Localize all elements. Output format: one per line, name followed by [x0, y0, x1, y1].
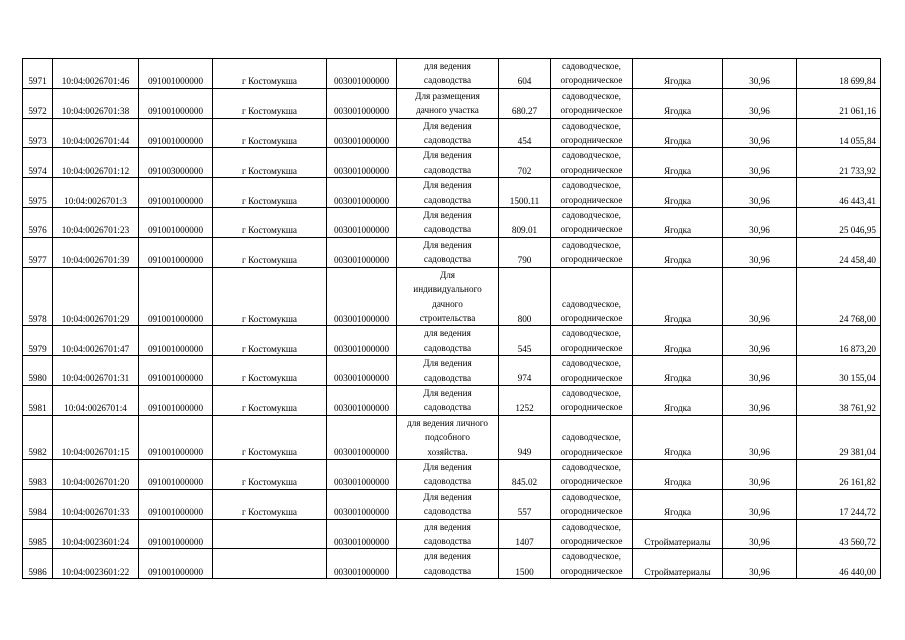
cadastral-value-cell: 26 161,82: [797, 459, 881, 489]
specific-value-cell: 30,96: [723, 59, 797, 89]
association-name-cell: Стройматериалы: [633, 549, 723, 579]
row-number-cell: 5986: [23, 549, 53, 579]
table-row: [23, 178, 881, 208]
cadastral-value-cell: 24 458,40: [797, 237, 881, 267]
land-category-line: огородническое: [560, 476, 623, 487]
specific-value-cell: 30,96: [723, 356, 797, 386]
area-cell: 1407: [499, 519, 551, 549]
permitted-use-line: для ведения: [424, 551, 471, 562]
territory-code-cell: 003001000000: [327, 208, 397, 238]
permitted-use-line: хозяйства.: [427, 446, 468, 457]
land-category-cell: [551, 489, 633, 519]
settlement-cell: [213, 549, 327, 579]
okato-code-cell: 091001000000: [139, 549, 213, 579]
table-row: [23, 267, 881, 326]
permitted-use-cell: [397, 178, 499, 208]
settlement-cell: г Костомукша: [213, 88, 327, 118]
area-cell: 790: [499, 237, 551, 267]
land-category-cell: [551, 208, 633, 238]
land-category-line: огородническое: [560, 372, 623, 383]
permitted-use-cell: [397, 415, 499, 459]
permitted-use-line: Для ведения: [423, 461, 472, 472]
specific-value-cell: 30,96: [723, 208, 797, 238]
table-row: [23, 118, 881, 148]
area-cell: 949: [499, 415, 551, 459]
specific-value-cell: 30,96: [723, 326, 797, 356]
okato-code-cell: 091001000000: [139, 88, 213, 118]
table-row: [23, 208, 881, 238]
cadastral-value-cell: 16 873,20: [797, 326, 881, 356]
cadastral-value-cell: 21 733,92: [797, 148, 881, 178]
cadastral-value-cell: 21 061,16: [797, 88, 881, 118]
settlement-cell: [213, 519, 327, 549]
land-category-line: огородническое: [560, 312, 623, 323]
land-category-line: садоводческое,: [562, 150, 621, 161]
territory-code-cell: 003001000000: [327, 267, 397, 326]
table-body: [23, 59, 881, 579]
association-name-cell: Ягодка: [633, 326, 723, 356]
row-number-cell: 5981: [23, 385, 53, 415]
land-category-line: садоводческое,: [562, 328, 621, 339]
area-cell: 1500: [499, 549, 551, 579]
table-row: [23, 148, 881, 178]
permitted-use-cell: [397, 148, 499, 178]
land-category-cell: [551, 459, 633, 489]
territory-code-cell: 003001000000: [327, 356, 397, 386]
cadastral-value-cell: 29 381,04: [797, 415, 881, 459]
territory-code-cell: 003001000000: [327, 415, 397, 459]
land-category-line: огородническое: [560, 536, 623, 546]
permitted-use-line: Для ведения: [423, 239, 472, 250]
permitted-use-line: садоводства: [423, 565, 472, 576]
cadastral-number-cell: 10:04:0026701:31: [53, 356, 139, 386]
row-number-cell: 5971: [23, 59, 53, 89]
permitted-use-line: садоводства: [423, 135, 472, 146]
specific-value-cell: 30,96: [723, 237, 797, 267]
permitted-use-cell: [397, 267, 499, 326]
okato-code-cell: 091001000000: [139, 415, 213, 459]
settlement-cell: г Костомукша: [213, 148, 327, 178]
land-category-line: огородническое: [560, 75, 623, 86]
table-row: [23, 356, 881, 386]
area-cell: 845.02: [499, 459, 551, 489]
land-category-cell: [551, 356, 633, 386]
permitted-use-line: Для ведения: [423, 387, 472, 398]
association-name-cell: Ягодка: [633, 237, 723, 267]
territory-code-cell: 003001000000: [327, 385, 397, 415]
specific-value-cell: 30,96: [723, 549, 797, 579]
specific-value-cell: 30,96: [723, 148, 797, 178]
table-row: [23, 459, 881, 489]
row-number-cell: 5979: [23, 326, 53, 356]
land-category-line: огородническое: [560, 342, 623, 353]
territory-code-cell: 003001000000: [327, 459, 397, 489]
association-name-cell: Ягодка: [633, 385, 723, 415]
permitted-use-line: индивидуального: [413, 284, 482, 295]
cadastral-value-cell: 14 055,84: [797, 118, 881, 148]
okato-code-cell: 091001000000: [139, 489, 213, 519]
territory-code-cell: 003001000000: [327, 59, 397, 89]
cadastral-number-cell: 10:04:0026701:4: [53, 385, 139, 415]
okato-code-cell: 091001000000: [139, 385, 213, 415]
land-category-line: садоводческое,: [562, 210, 621, 221]
cadastral-value-cell: 24 768,00: [797, 267, 881, 326]
row-number-cell: 5983: [23, 459, 53, 489]
cadastral-number-cell: 10:04:0026701:33: [53, 489, 139, 519]
permitted-use-line: Для ведения: [423, 180, 472, 191]
association-name-cell: Ягодка: [633, 59, 723, 89]
specific-value-cell: 30,96: [723, 459, 797, 489]
area-cell: 702: [499, 148, 551, 178]
settlement-cell: г Костомукша: [213, 237, 327, 267]
area-cell: 545: [499, 326, 551, 356]
land-category-line: огородническое: [560, 402, 623, 413]
settlement-cell: г Костомукша: [213, 489, 327, 519]
settlement-cell: г Костомукша: [213, 459, 327, 489]
settlement-cell: г Костомукша: [213, 415, 327, 459]
land-category-cell: [551, 519, 633, 549]
area-cell: 809.01: [499, 208, 551, 238]
land-category-line: садоводческое,: [562, 461, 621, 472]
association-name-cell: Ягодка: [633, 459, 723, 489]
land-category-line: огородническое: [560, 194, 623, 205]
permitted-use-line: Для ведения: [423, 491, 472, 502]
row-number-cell: 5980: [23, 356, 53, 386]
permitted-use-line: для ведения: [424, 521, 471, 532]
permitted-use-line: садоводства: [423, 194, 472, 205]
cadastral-number-cell: 10:04:0026701:39: [53, 237, 139, 267]
okato-code-cell: 091003000000: [139, 148, 213, 178]
specific-value-cell: 30,96: [723, 519, 797, 549]
cadastral-number-cell: 10:04:0023601:22: [53, 549, 139, 579]
land-category-cell: [551, 178, 633, 208]
settlement-cell: г Костомукша: [213, 356, 327, 386]
land-category-line: огородническое: [560, 565, 623, 576]
land-category-cell: [551, 148, 633, 178]
permitted-use-cell: [397, 385, 499, 415]
permitted-use-cell: [397, 549, 499, 579]
area-cell: 800: [499, 267, 551, 326]
permitted-use-line: садоводства: [423, 536, 472, 546]
land-category-line: садоводческое,: [562, 180, 621, 191]
permitted-use-cell: [397, 356, 499, 386]
cadastral-value-cell: 46 440,00: [797, 549, 881, 579]
settlement-cell: г Костомукша: [213, 267, 327, 326]
land-category-line: садоводческое,: [562, 521, 621, 532]
specific-value-cell: 30,96: [723, 489, 797, 519]
permitted-use-cell: [397, 519, 499, 549]
land-category-line: садоводческое,: [562, 432, 621, 443]
cadastral-number-cell: 10:04:0026701:23: [53, 208, 139, 238]
permitted-use-cell: [397, 208, 499, 238]
row-number-cell: 5977: [23, 237, 53, 267]
table-row: [23, 326, 881, 356]
land-category-line: садоводческое,: [562, 387, 621, 398]
settlement-cell: г Костомукша: [213, 385, 327, 415]
permitted-use-line: Для ведения: [423, 358, 472, 369]
area-cell: 680.27: [499, 88, 551, 118]
land-category-line: садоводческое,: [562, 239, 621, 250]
land-category-line: садоводческое,: [562, 551, 621, 562]
area-cell: 974: [499, 356, 551, 386]
area-cell: 454: [499, 118, 551, 148]
cadastral-value-cell: 17 244,72: [797, 489, 881, 519]
land-category-cell: [551, 267, 633, 326]
area-cell: 604: [499, 59, 551, 89]
row-number-cell: 5976: [23, 208, 53, 238]
permitted-use-line: садоводства: [423, 224, 472, 235]
row-number-cell: 5982: [23, 415, 53, 459]
cadastral-number-cell: 10:04:0026701:47: [53, 326, 139, 356]
land-category-cell: [551, 88, 633, 118]
permitted-use-cell: [397, 88, 499, 118]
area-cell: 1500.11: [499, 178, 551, 208]
okato-code-cell: 091001000000: [139, 519, 213, 549]
permitted-use-line: Для ведения: [423, 150, 472, 161]
permitted-use-line: дачного: [432, 298, 463, 309]
okato-code-cell: 091001000000: [139, 208, 213, 238]
land-category-cell: [551, 237, 633, 267]
permitted-use-line: для ведения: [424, 328, 471, 339]
territory-code-cell: 003001000000: [327, 519, 397, 549]
settlement-cell: г Костомукша: [213, 326, 327, 356]
cadastral-number-cell: 10:04:0026701:29: [53, 267, 139, 326]
land-category-line: огородническое: [560, 135, 623, 146]
permitted-use-line: строительства: [419, 312, 476, 323]
area-cell: 1252: [499, 385, 551, 415]
association-name-cell: Стройматериалы: [633, 519, 723, 549]
settlement-cell: г Костомукша: [213, 118, 327, 148]
permitted-use-line: Для ведения: [423, 210, 472, 221]
cadastral-number-cell: 10:04:0026701:44: [53, 118, 139, 148]
permitted-use-line: садоводства: [423, 164, 472, 175]
permitted-use-line: для ведения: [424, 61, 471, 71]
land-category-cell: [551, 415, 633, 459]
permitted-use-cell: [397, 326, 499, 356]
table-row: [23, 415, 881, 459]
cadastral-number-cell: 10:04:0026701:3: [53, 178, 139, 208]
permitted-use-line: Для ведения: [423, 120, 472, 131]
specific-value-cell: 30,96: [723, 118, 797, 148]
cadastral-number-cell: 10:04:0023601:24: [53, 519, 139, 549]
land-category-line: огородническое: [560, 224, 623, 235]
association-name-cell: Ягодка: [633, 356, 723, 386]
permitted-use-line: Для размещения: [415, 90, 480, 101]
land-category-line: садоводческое,: [562, 491, 621, 502]
land-category-line: садоводческое,: [562, 61, 621, 71]
cadastral-number-cell: 10:04:0026701:15: [53, 415, 139, 459]
permitted-use-cell: [397, 459, 499, 489]
association-name-cell: Ягодка: [633, 415, 723, 459]
table-row: [23, 59, 881, 89]
cadastral-number-cell: 10:04:0026701:38: [53, 88, 139, 118]
cadastral-number-cell: 10:04:0026701:12: [53, 148, 139, 178]
land-category-cell: [551, 326, 633, 356]
row-number-cell: 5984: [23, 489, 53, 519]
land-category-cell: [551, 118, 633, 148]
permitted-use-line: дачного участка: [416, 105, 479, 116]
table-row: [23, 385, 881, 415]
land-category-line: огородническое: [560, 506, 623, 517]
permitted-use-cell: [397, 489, 499, 519]
row-number-cell: 5975: [23, 178, 53, 208]
okato-code-cell: 091001000000: [139, 459, 213, 489]
permitted-use-line: садоводства: [423, 372, 472, 383]
cadastral-value-cell: 38 761,92: [797, 385, 881, 415]
settlement-cell: г Костомукша: [213, 208, 327, 238]
permitted-use-line: для ведения личного: [407, 417, 488, 428]
association-name-cell: Ягодка: [633, 118, 723, 148]
specific-value-cell: 30,96: [723, 385, 797, 415]
okato-code-cell: 091001000000: [139, 356, 213, 386]
okato-code-cell: 091001000000: [139, 326, 213, 356]
permitted-use-cell: [397, 237, 499, 267]
territory-code-cell: 003001000000: [327, 88, 397, 118]
cadastral-value-cell: 25 046,95: [797, 208, 881, 238]
table-row: [23, 489, 881, 519]
okato-code-cell: 091001000000: [139, 237, 213, 267]
territory-code-cell: 003001000000: [327, 237, 397, 267]
land-category-line: садоводческое,: [562, 90, 621, 101]
association-name-cell: Ягодка: [633, 208, 723, 238]
land-category-cell: [551, 385, 633, 415]
settlement-cell: г Костомукша: [213, 59, 327, 89]
table-row: [23, 519, 881, 549]
permitted-use-line: садоводства: [423, 476, 472, 487]
association-name-cell: Ягодка: [633, 178, 723, 208]
land-category-line: садоводческое,: [562, 358, 621, 369]
table-row: [23, 88, 881, 118]
association-name-cell: Ягодка: [633, 267, 723, 326]
cadastral-value-cell: 18 699,84: [797, 59, 881, 89]
permitted-use-line: садоводства: [423, 342, 472, 353]
settlement-cell: г Костомукша: [213, 178, 327, 208]
cadastral-number-cell: 10:04:0026701:20: [53, 459, 139, 489]
permitted-use-line: садоводства: [423, 75, 472, 86]
specific-value-cell: 30,96: [723, 88, 797, 118]
permitted-use-cell: [397, 59, 499, 89]
row-number-cell: 5972: [23, 88, 53, 118]
land-category-line: садоводческое,: [562, 298, 621, 309]
table-row: [23, 237, 881, 267]
specific-value-cell: 30,96: [723, 267, 797, 326]
cadastral-value-cell: 43 560,72: [797, 519, 881, 549]
row-number-cell: 5973: [23, 118, 53, 148]
permitted-use-line: садоводства: [423, 254, 472, 265]
row-number-cell: 5985: [23, 519, 53, 549]
association-name-cell: Ягодка: [633, 148, 723, 178]
land-category-line: садоводческое,: [562, 120, 621, 131]
okato-code-cell: 091001000000: [139, 59, 213, 89]
okato-code-cell: 091001000000: [139, 118, 213, 148]
land-category-line: огородническое: [560, 254, 623, 265]
land-category-line: огородническое: [560, 105, 623, 116]
territory-code-cell: 003001000000: [327, 118, 397, 148]
table-row: [23, 549, 881, 579]
permitted-use-line: подсобного: [425, 432, 470, 443]
cadastral-number-cell: 10:04:0026701:46: [53, 59, 139, 89]
territory-code-cell: 003001000000: [327, 178, 397, 208]
specific-value-cell: 30,96: [723, 415, 797, 459]
association-name-cell: Ягодка: [633, 88, 723, 118]
land-category-cell: [551, 549, 633, 579]
specific-value-cell: 30,96: [723, 178, 797, 208]
land-category-cell: [551, 59, 633, 89]
permitted-use-line: садоводства: [423, 402, 472, 413]
row-number-cell: 5978: [23, 267, 53, 326]
land-category-line: огородническое: [560, 164, 623, 175]
land-category-line: огородническое: [560, 446, 623, 457]
land-plots-table: [22, 58, 881, 579]
cadastral-value-cell: 30 155,04: [797, 356, 881, 386]
territory-code-cell: 003001000000: [327, 326, 397, 356]
permitted-use-line: Для: [439, 269, 456, 280]
territory-code-cell: 003001000000: [327, 549, 397, 579]
area-cell: 557: [499, 489, 551, 519]
territory-code-cell: 003001000000: [327, 148, 397, 178]
row-number-cell: 5974: [23, 148, 53, 178]
okato-code-cell: 091001000000: [139, 178, 213, 208]
cadastral-value-cell: 46 443,41: [797, 178, 881, 208]
permitted-use-cell: [397, 118, 499, 148]
association-name-cell: Ягодка: [633, 489, 723, 519]
territory-code-cell: 003001000000: [327, 489, 397, 519]
permitted-use-line: садоводства: [423, 506, 472, 517]
okato-code-cell: 091001000000: [139, 267, 213, 326]
